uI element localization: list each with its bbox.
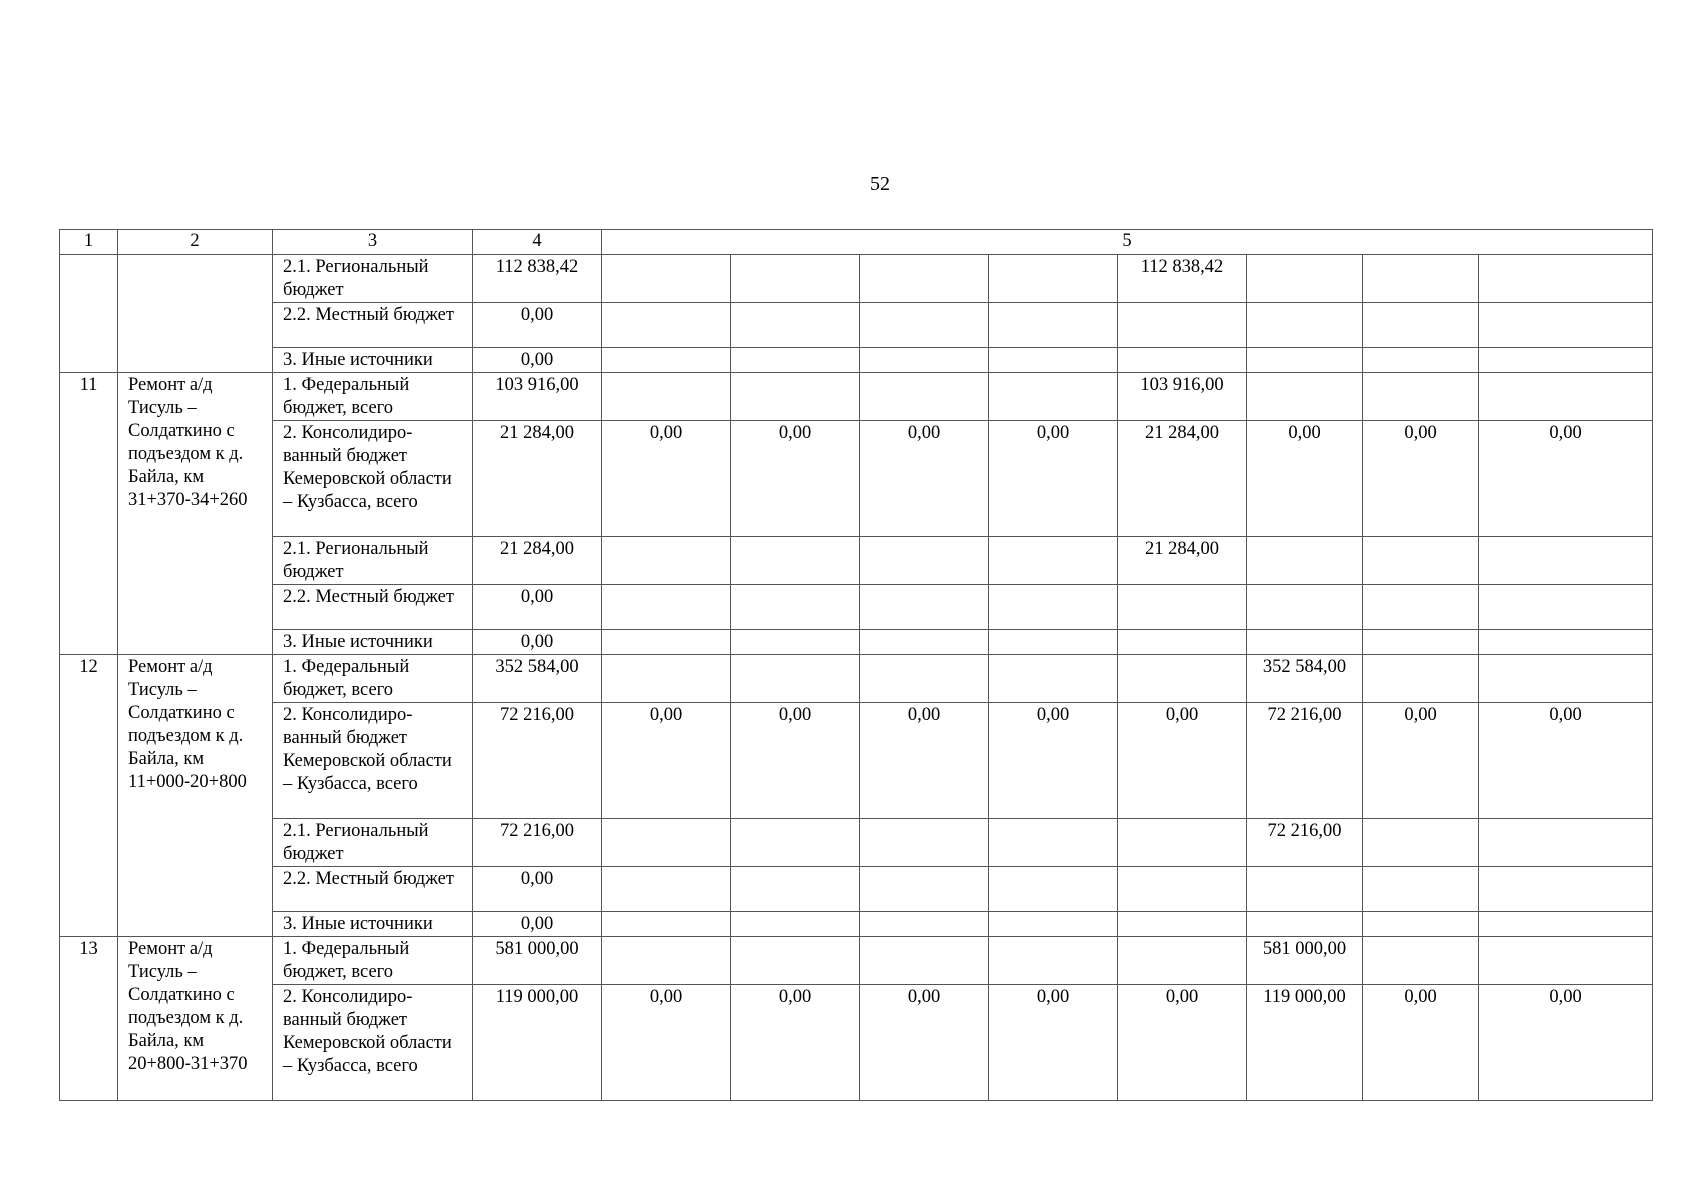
- column-number: 2: [118, 230, 273, 255]
- total-value: 0,00: [473, 867, 602, 912]
- year-value: [1479, 819, 1653, 867]
- year-value: 0,00: [1479, 421, 1653, 537]
- year-value: [1479, 937, 1653, 985]
- year-value: [731, 655, 860, 703]
- total-value: 0,00: [473, 630, 602, 655]
- year-value: [1479, 255, 1653, 303]
- year-value: 0,00: [602, 421, 731, 537]
- year-value: [860, 373, 989, 421]
- year-value: [989, 655, 1118, 703]
- year-value: [1118, 937, 1247, 985]
- year-value: [989, 819, 1118, 867]
- item-number-cell: 12: [60, 655, 118, 937]
- year-value: [1479, 373, 1653, 421]
- year-value: 0,00: [860, 985, 989, 1101]
- year-value: 0,00: [1479, 985, 1653, 1101]
- year-value: [602, 655, 731, 703]
- table-row: [60, 985, 1653, 1101]
- year-value: 21 284,00: [1118, 537, 1247, 585]
- table-row: [60, 655, 1653, 703]
- total-value: 0,00: [473, 348, 602, 373]
- object-name-cell: Ремонт а/д Тисуль – Солдаткино с подъездом к д. Байла, км 31+370-34+260: [118, 373, 273, 655]
- item-number-cell: 13: [60, 937, 118, 1101]
- year-value: 0,00: [1363, 703, 1479, 819]
- budget-table: [59, 229, 1653, 1101]
- year-value: 21 284,00: [1118, 421, 1247, 537]
- year-value: [731, 937, 860, 985]
- table-row: [60, 867, 1653, 912]
- year-value: [602, 255, 731, 303]
- year-value: 112 838,42: [1118, 255, 1247, 303]
- total-value: 103 916,00: [473, 373, 602, 421]
- year-value: 0,00: [860, 703, 989, 819]
- year-value: [1363, 937, 1479, 985]
- table-row: [60, 703, 1653, 819]
- object-name-cell: [118, 255, 273, 373]
- year-value: [1479, 537, 1653, 585]
- year-value: 119 000,00: [1247, 985, 1363, 1101]
- year-value: 72 216,00: [1247, 703, 1363, 819]
- year-value: [1363, 373, 1479, 421]
- funding-source: 2.1. Региональный бюджет: [273, 537, 473, 585]
- year-value: 0,00: [989, 703, 1118, 819]
- year-value: [860, 655, 989, 703]
- year-value: [1363, 819, 1479, 867]
- year-value: 0,00: [731, 985, 860, 1101]
- year-value: [989, 937, 1118, 985]
- year-value: [1363, 537, 1479, 585]
- year-value: 0,00: [602, 985, 731, 1101]
- year-value: [1479, 655, 1653, 703]
- table-row: [60, 819, 1653, 867]
- funding-source: 2.1. Региональный бюджет: [273, 819, 473, 867]
- year-value: 0,00: [731, 421, 860, 537]
- year-value: 0,00: [1118, 985, 1247, 1101]
- funding-source: 2.2. Местный бюджет: [273, 867, 473, 912]
- year-value: 0,00: [989, 985, 1118, 1101]
- column-number: 1: [60, 230, 118, 255]
- year-value: [731, 537, 860, 585]
- item-number-cell: [60, 255, 118, 373]
- year-value: 0,00: [989, 421, 1118, 537]
- year-value: [1363, 655, 1479, 703]
- table-row: [60, 373, 1653, 421]
- year-value: 581 000,00: [1247, 937, 1363, 985]
- total-value: 72 216,00: [473, 819, 602, 867]
- table-row: [60, 912, 1653, 937]
- total-value: 352 584,00: [473, 655, 602, 703]
- year-value: [1247, 255, 1363, 303]
- year-value: 0,00: [1363, 421, 1479, 537]
- year-value: 0,00: [1479, 703, 1653, 819]
- funding-source: 1. Федеральный бюджет, всего: [273, 937, 473, 985]
- year-value: [602, 937, 731, 985]
- funding-source: 2.2. Местный бюджет: [273, 303, 473, 348]
- total-value: 72 216,00: [473, 703, 602, 819]
- funding-source: 3. Иные источники: [273, 630, 473, 655]
- table-row: [60, 585, 1653, 630]
- total-value: 0,00: [473, 303, 602, 348]
- funding-source: 1. Федеральный бюджет, всего: [273, 373, 473, 421]
- total-value: 581 000,00: [473, 937, 602, 985]
- year-value: [602, 373, 731, 421]
- total-value: 0,00: [473, 912, 602, 937]
- year-value: [1247, 373, 1363, 421]
- year-value: 0,00: [731, 703, 860, 819]
- total-value: 0,00: [473, 585, 602, 630]
- year-value: [989, 255, 1118, 303]
- column-number: 3: [273, 230, 473, 255]
- funding-source: 2. Консолидиро-ванный бюджет Кемеровской области – Кузбасса, всего: [273, 703, 473, 819]
- funding-source: 2.2. Местный бюджет: [273, 585, 473, 630]
- object-name-cell: Ремонт а/д Тисуль – Солдаткино с подъездом к д. Байла, км 11+000-20+800: [118, 655, 273, 937]
- year-value: [602, 819, 731, 867]
- page-number: 52: [870, 173, 890, 195]
- funding-source: 2.1. Региональный бюджет: [273, 255, 473, 303]
- total-value: 21 284,00: [473, 421, 602, 537]
- year-value: 72 216,00: [1247, 819, 1363, 867]
- year-value: [860, 537, 989, 585]
- total-value: 112 838,42: [473, 255, 602, 303]
- funding-source: 1. Федеральный бюджет, всего: [273, 655, 473, 703]
- total-value: 21 284,00: [473, 537, 602, 585]
- year-value: [1118, 819, 1247, 867]
- year-value: [1247, 537, 1363, 585]
- table-row: [60, 630, 1653, 655]
- year-value: [731, 819, 860, 867]
- year-value: [860, 937, 989, 985]
- funding-source: 2. Консолидиро-ванный бюджет Кемеровской области – Кузбасса, всего: [273, 985, 473, 1101]
- item-number-cell: 11: [60, 373, 118, 655]
- year-value: [731, 373, 860, 421]
- total-value: 119 000,00: [473, 985, 602, 1101]
- year-value: [602, 537, 731, 585]
- year-value: [1118, 655, 1247, 703]
- funding-source: 3. Иные источники: [273, 348, 473, 373]
- table-row: [60, 255, 1653, 303]
- year-value: [860, 255, 989, 303]
- year-value: 352 584,00: [1247, 655, 1363, 703]
- column-number: 4: [473, 230, 602, 255]
- table-row: [60, 421, 1653, 537]
- year-value: 0,00: [860, 421, 989, 537]
- year-value: [1363, 255, 1479, 303]
- table-row: [60, 303, 1653, 348]
- year-value: 0,00: [1363, 985, 1479, 1101]
- year-value: [989, 373, 1118, 421]
- funding-source: 3. Иные источники: [273, 912, 473, 937]
- year-value: 0,00: [602, 703, 731, 819]
- year-value: 0,00: [1247, 421, 1363, 537]
- table-row: [60, 937, 1653, 985]
- year-value: 103 916,00: [1118, 373, 1247, 421]
- table-row: [60, 537, 1653, 585]
- table-row: [60, 348, 1653, 373]
- funding-source: 2. Консолидиро-ванный бюджет Кемеровской области – Кузбасса, всего: [273, 421, 473, 537]
- year-value: [989, 537, 1118, 585]
- year-value: [731, 255, 860, 303]
- column-number-row: [60, 230, 1653, 255]
- year-value: [860, 819, 989, 867]
- year-value: 0,00: [1118, 703, 1247, 819]
- column-number: 5: [602, 230, 1653, 255]
- object-name-cell: Ремонт а/д Тисуль – Солдаткино с подъездом к д. Байла, км 20+800-31+370: [118, 937, 273, 1101]
